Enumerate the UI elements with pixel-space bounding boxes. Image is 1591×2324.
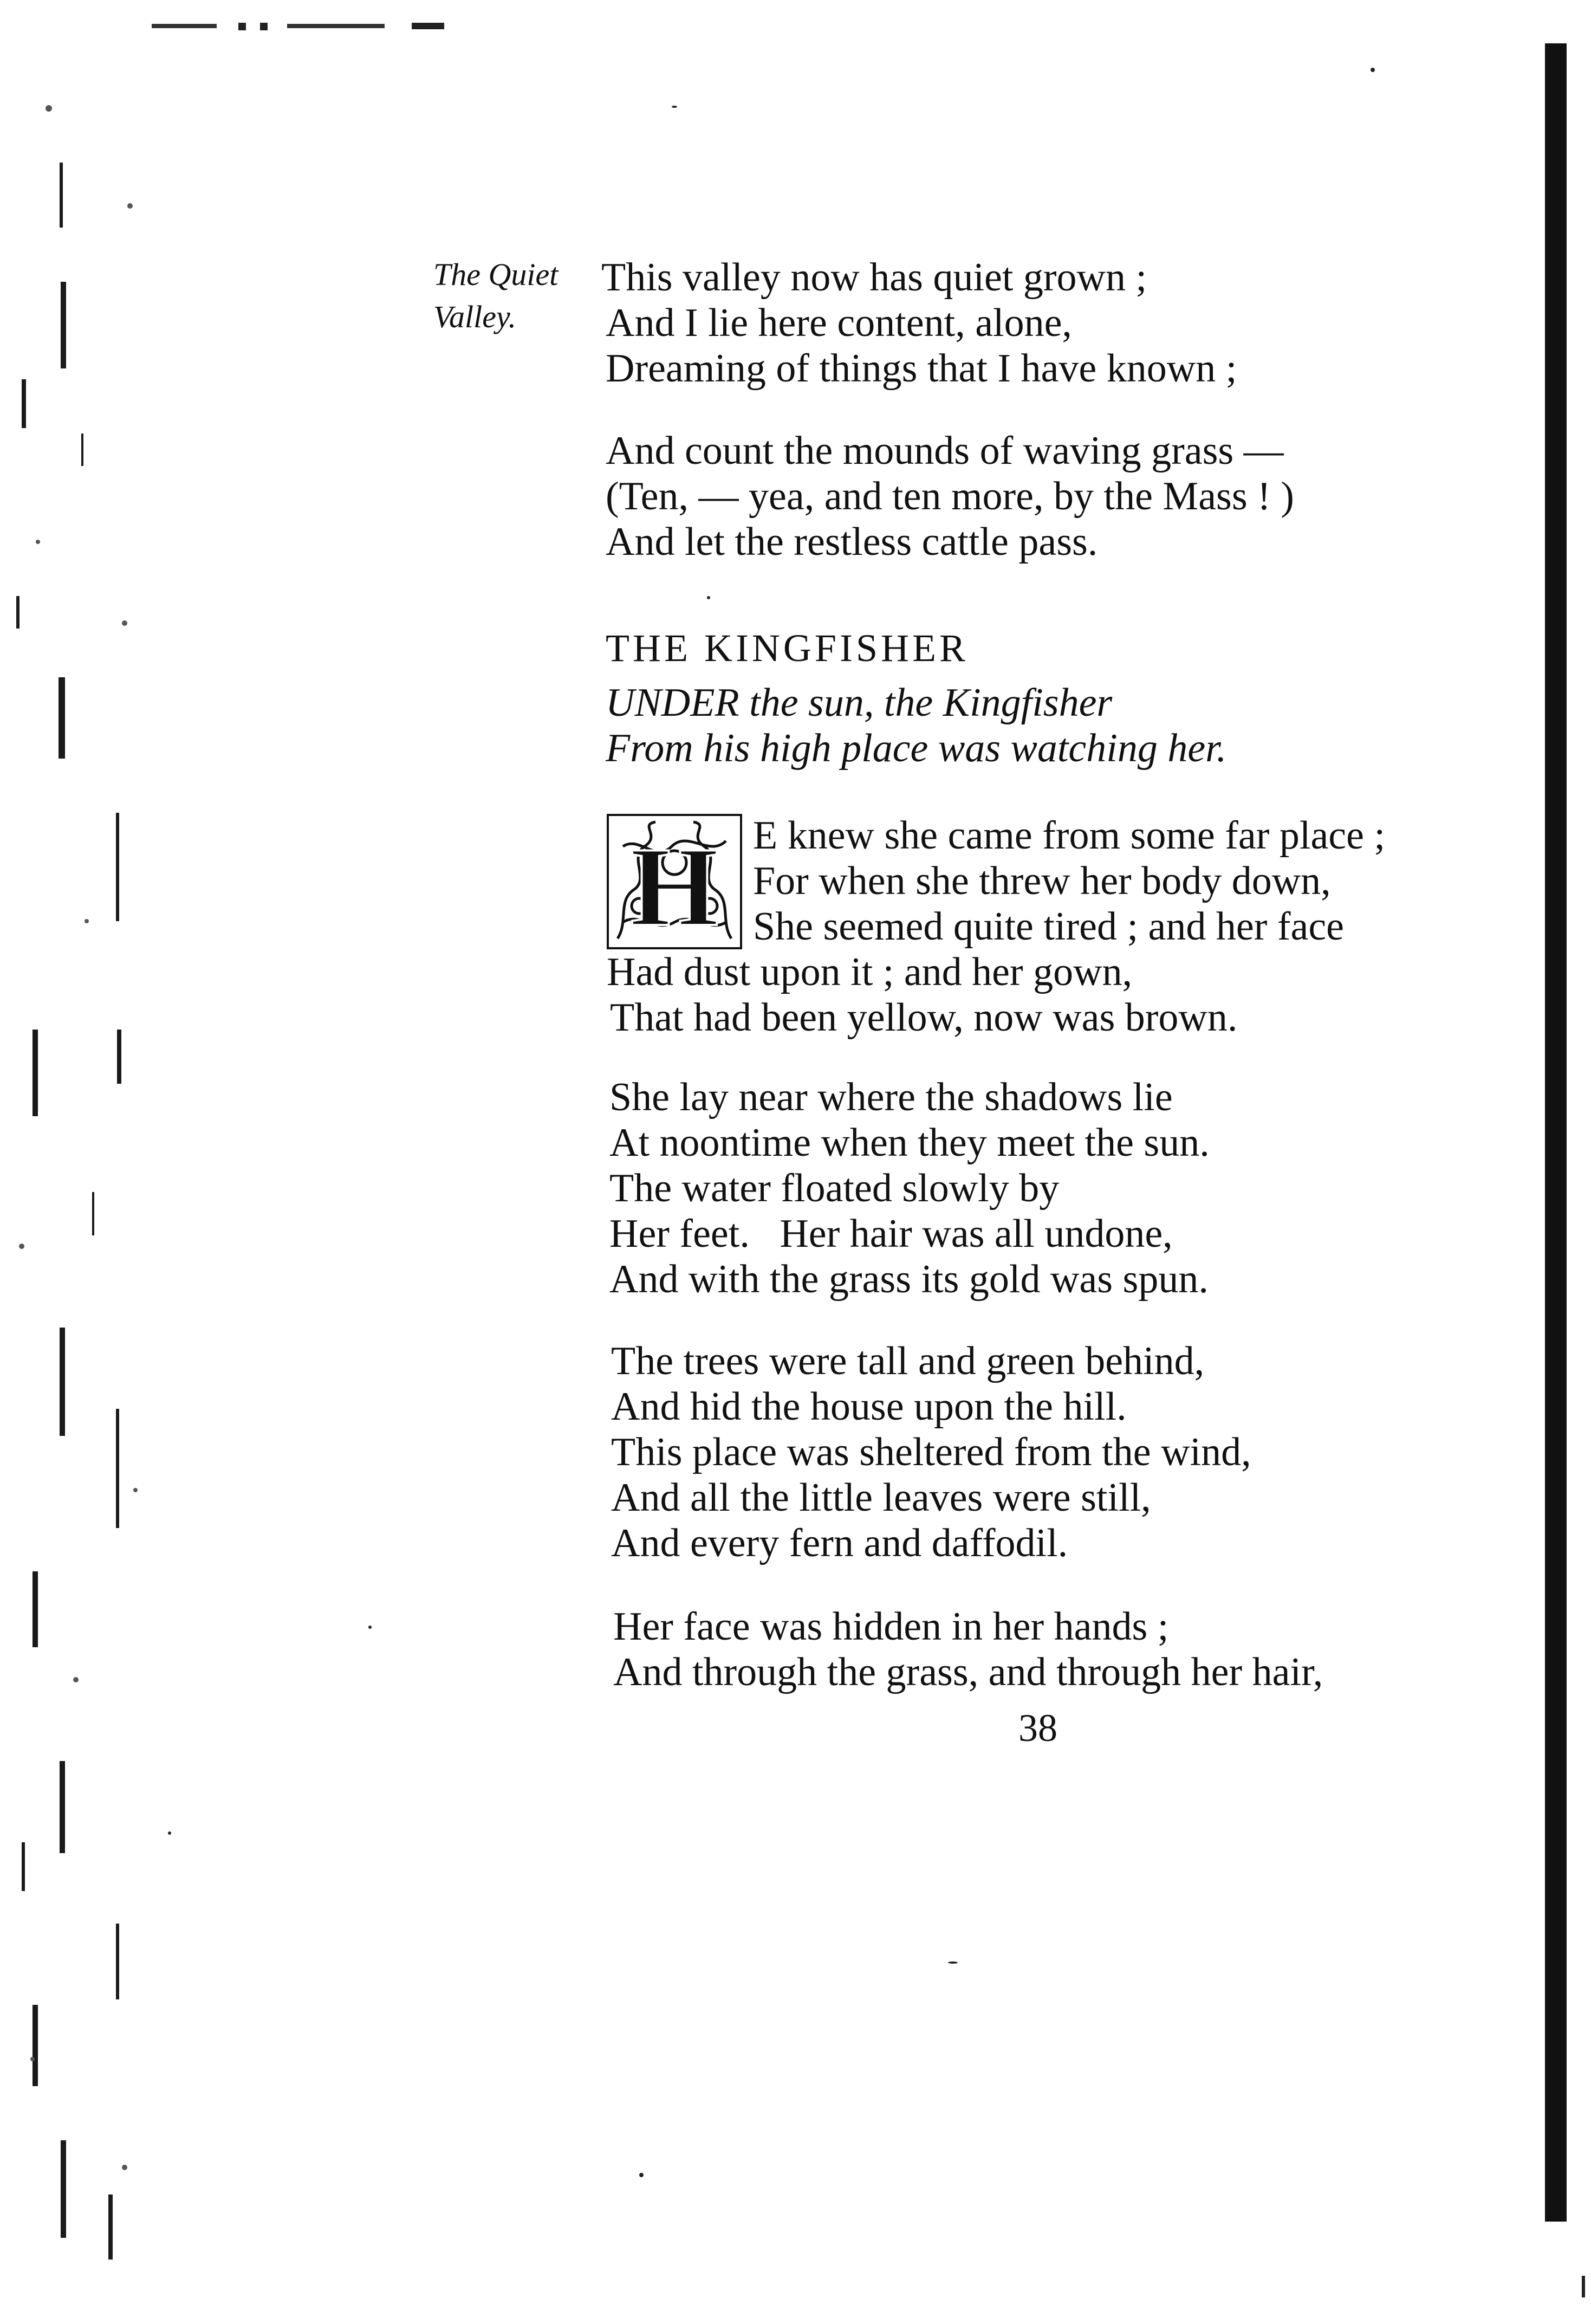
binding-edge xyxy=(0,0,179,2324)
drop-cap-letter: H xyxy=(630,824,719,949)
scan-speck xyxy=(948,1962,958,1964)
scan-speck xyxy=(368,1626,372,1629)
verse-line: The water floated slowly by xyxy=(609,1166,1060,1210)
verse-line: And let the restless cattle pass. xyxy=(606,520,1098,564)
scan-smudge xyxy=(152,22,455,31)
epigraph xyxy=(606,680,1226,771)
verse-line: This place was sheltered from the wind, xyxy=(611,1430,1251,1474)
marginal-note-line: Valley. xyxy=(433,299,517,334)
scan-speck xyxy=(1371,68,1375,72)
binding-shadow-bar xyxy=(1545,43,1567,2222)
verse-line: And through the grass, and through her hair, xyxy=(613,1650,1323,1694)
verse-line: Her feet. Her hair was all undone, xyxy=(609,1212,1173,1256)
scan-speck xyxy=(1582,2276,1585,2297)
verse-line: And with the grass its gold was spun. xyxy=(609,1257,1209,1302)
verse-line: And all the little leaves were still, xyxy=(611,1475,1151,1520)
stanza xyxy=(607,813,1385,1040)
verse-line: The trees were tall and green behind, xyxy=(611,1339,1205,1383)
marginal-note-line: The Quiet xyxy=(433,257,559,292)
scan-speck xyxy=(707,596,710,599)
verse-line: That had been yellow, now was brown. xyxy=(610,995,1238,1040)
poem-title: THE KINGFISHER xyxy=(606,626,969,670)
verse-line: She seemed quite tired ; and her face xyxy=(753,904,1345,949)
scan-speck xyxy=(639,2173,644,2177)
verse-line: (Ten, — yea, and ten more, by the Mass ! ) xyxy=(606,474,1294,519)
verse-line: At noontime when they meet the sun. xyxy=(609,1121,1210,1165)
stanza xyxy=(601,255,1237,391)
verse-line: And hid the house upon the hill. xyxy=(611,1384,1127,1429)
stanza xyxy=(611,1338,1251,1566)
stanza xyxy=(606,428,1294,565)
page-number: 38 xyxy=(1018,1706,1057,1750)
stanza xyxy=(609,1074,1210,1302)
epigraph-line: From his high place was watching her. xyxy=(606,726,1227,771)
scan-speck xyxy=(672,106,677,108)
stanza xyxy=(613,1604,1323,1695)
verse-line: And I lie here content, alone, xyxy=(606,301,1072,345)
verse-line: For when she threw her body down, xyxy=(753,859,1331,903)
marginal-note xyxy=(433,254,596,338)
verse-line: Had dust upon it ; and her gown, xyxy=(607,950,1133,994)
epigraph-line: UNDER the sun, the Kingfisher xyxy=(606,681,1113,725)
verse-line: And every fern and daffodil. xyxy=(611,1521,1068,1565)
verse-line: And count the mounds of waving grass — xyxy=(606,429,1284,473)
verse-line: Her face was hidden in her hands ; xyxy=(613,1604,1169,1649)
verse-line: Dreaming of things that I have known ; xyxy=(606,346,1237,391)
verse-line: This valley now has quiet grown ; xyxy=(601,255,1147,300)
scan-speck xyxy=(168,1831,171,1835)
verse-line: E knew she came from some far place ; xyxy=(753,813,1386,858)
verse-line: She lay near where the shadows lie xyxy=(609,1075,1173,1119)
